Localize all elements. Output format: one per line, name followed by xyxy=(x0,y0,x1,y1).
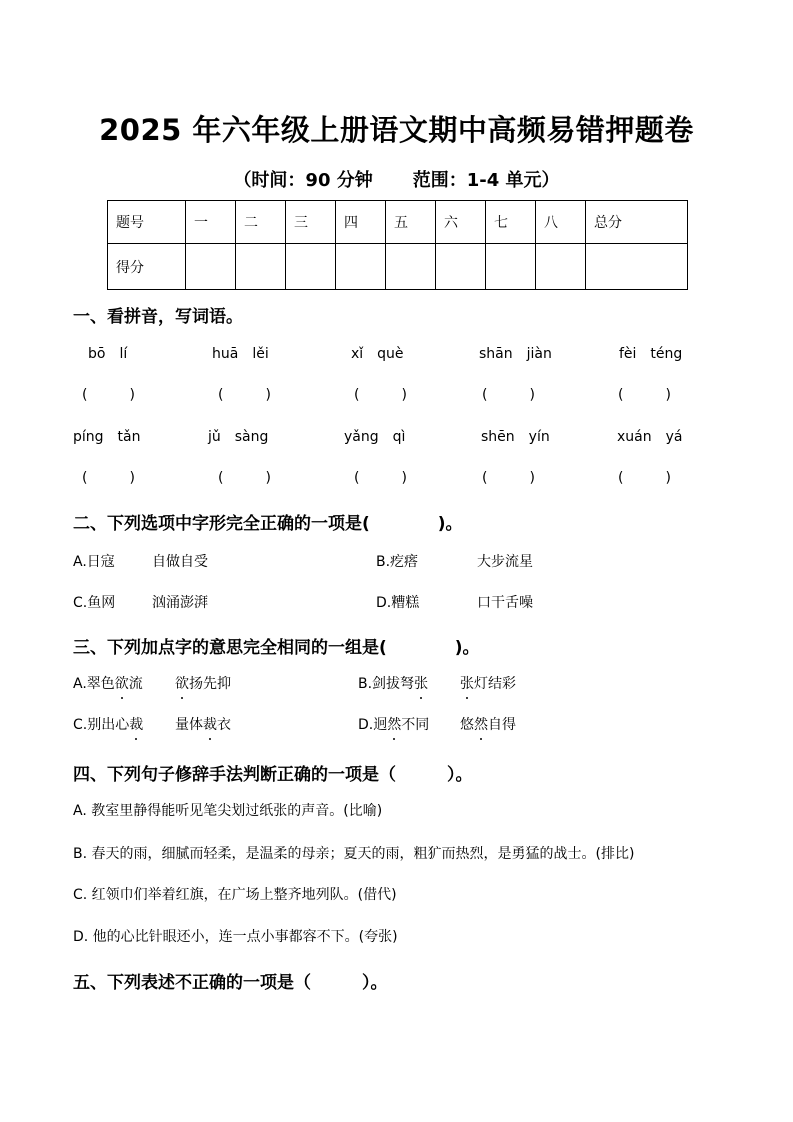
answer-blank[interactable]: ( ) xyxy=(354,387,407,403)
pinyin-9: shēn yín xyxy=(481,429,550,445)
dotted-char: 然 xyxy=(387,714,401,734)
option-c-word1: C.别出心裁 xyxy=(73,714,143,734)
section-3-heading: 三、下列加点字的意思完全相同的一组是( )。 xyxy=(73,638,480,658)
header-cell: 八 xyxy=(536,201,586,244)
score-header-row xyxy=(108,201,688,244)
score-cell[interactable] xyxy=(336,244,386,290)
header-cell: 五 xyxy=(386,201,436,244)
section-1-heading: 一、看拼音，写词语。 xyxy=(73,307,243,327)
header-cell: 一 xyxy=(186,201,236,244)
header-cell: 六 xyxy=(436,201,486,244)
option-b-word1: B.剑拔弩张 xyxy=(358,673,428,693)
option-d-word2: 悠然自得 xyxy=(460,714,516,734)
header-cell: 题号 xyxy=(108,201,186,244)
answer-blank[interactable]: ( ) xyxy=(218,470,271,486)
dotted-char: 张 xyxy=(460,673,474,693)
pinyin-7: jǔ sàng xyxy=(208,429,269,445)
pinyin-4: shān jiàn xyxy=(479,346,552,362)
option-a: A. 教室里静得能听见笔尖划过纸张的声音。(比喻) xyxy=(73,803,383,819)
section-4-heading: 四、下列句子修辞手法判断正确的一项是（ ）。 xyxy=(73,765,473,785)
option-c: C. 红领巾们举着红旗，在广场上整齐地列队。(借代) xyxy=(73,887,397,903)
dotted-char: 然 xyxy=(474,714,488,734)
option-b-word2: 大步流星 xyxy=(477,554,533,570)
option-c-word1: C.鱼网 xyxy=(73,595,116,611)
score-cell[interactable] xyxy=(286,244,336,290)
pinyin-1: bō lí xyxy=(88,346,128,362)
exam-scope: 范围：1-4 单元） xyxy=(412,170,560,191)
option-c-word2: 汹涌澎湃 xyxy=(152,595,208,611)
score-cell[interactable] xyxy=(436,244,486,290)
pinyin-8: yǎng qì xyxy=(344,429,406,445)
pinyin-10: xuán yá xyxy=(617,429,683,445)
dotted-char: 裁 xyxy=(129,714,143,734)
option-b-word2: 张灯结彩 xyxy=(460,673,516,693)
header-cell: 二 xyxy=(236,201,286,244)
pinyin-3: xǐ què xyxy=(351,346,404,362)
option-a-word1: A.日寇 xyxy=(73,554,115,570)
score-row-label: 得分 xyxy=(108,244,186,290)
pinyin-5: fèi téng xyxy=(619,346,683,362)
option-a-word2: 自做自受 xyxy=(152,554,208,570)
page-title: 2025 年六年级上册语文期中高频易错押题卷 xyxy=(99,113,694,147)
score-cell[interactable] xyxy=(236,244,286,290)
answer-blank[interactable]: ( ) xyxy=(82,387,135,403)
score-cell[interactable] xyxy=(486,244,536,290)
answer-blank[interactable]: ( ) xyxy=(218,387,271,403)
option-d-word1: D.糟糕 xyxy=(376,595,420,611)
answer-blank[interactable]: ( ) xyxy=(618,470,671,486)
dotted-char: 裁 xyxy=(203,714,217,734)
answer-blank[interactable]: ( ) xyxy=(618,387,671,403)
header-cell: 总分 xyxy=(586,201,688,244)
score-row xyxy=(108,244,688,290)
option-d-word1: D.迥然不同 xyxy=(358,714,429,734)
dotted-char: 张 xyxy=(414,673,428,693)
option-c-word2: 量体裁衣 xyxy=(175,714,231,734)
pinyin-6: píng tǎn xyxy=(73,429,141,445)
answer-blank[interactable]: ( ) xyxy=(354,470,407,486)
pinyin-2: huā lěi xyxy=(212,346,269,362)
section-2-heading: 二、下列选项中字形完全正确的一项是( )。 xyxy=(73,514,463,534)
option-a-word2: 欲扬先抑 xyxy=(175,673,231,693)
header-cell: 四 xyxy=(336,201,386,244)
option-b-word1: B.疙瘩 xyxy=(376,554,419,570)
score-cell[interactable] xyxy=(536,244,586,290)
section-5-heading: 五、下列表述不正确的一项是（ ）。 xyxy=(73,973,388,993)
exam-time: （时间：90 分钟 xyxy=(233,170,373,191)
answer-blank[interactable]: ( ) xyxy=(482,387,535,403)
score-table xyxy=(107,200,688,290)
answer-blank[interactable]: ( ) xyxy=(482,470,535,486)
answer-blank[interactable]: ( ) xyxy=(82,470,135,486)
option-b: B. 春天的雨，细腻而轻柔，是温柔的母亲；夏天的雨，粗犷而热烈，是勇猛的战士。(排比) xyxy=(73,846,635,862)
dotted-char: 欲 xyxy=(175,673,189,693)
header-cell: 七 xyxy=(486,201,536,244)
score-cell[interactable] xyxy=(386,244,436,290)
option-d: D. 他的心比针眼还小，连一点小事都容不下。(夸张) xyxy=(73,929,398,945)
option-a-word1: A.翠色欲流 xyxy=(73,673,143,693)
score-cell[interactable] xyxy=(586,244,688,290)
score-cell[interactable] xyxy=(186,244,236,290)
dotted-char: 欲 xyxy=(115,673,129,693)
header-cell: 三 xyxy=(286,201,336,244)
exam-info xyxy=(0,166,793,192)
option-d-word2: 口干舌噪 xyxy=(477,595,533,611)
